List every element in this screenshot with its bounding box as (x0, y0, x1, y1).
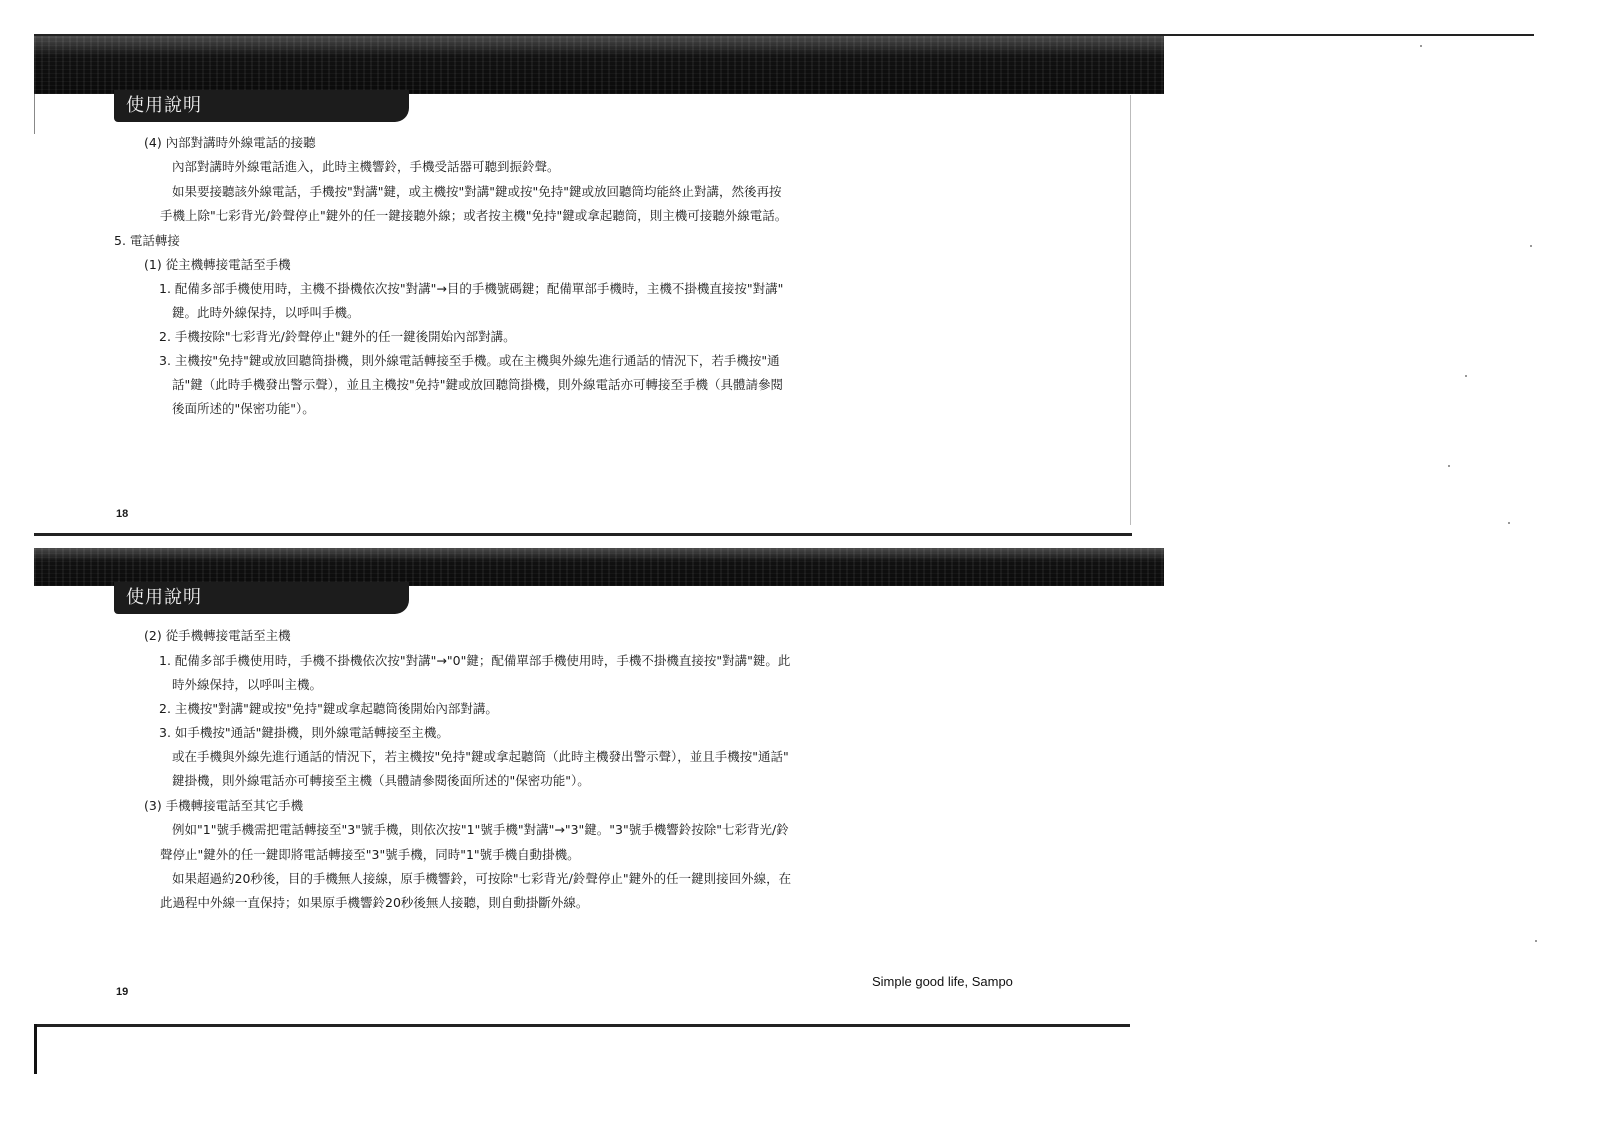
right-rule (1130, 95, 1131, 525)
bottom-left-rule (34, 1024, 37, 1074)
list-item-line: 3. 如手機按"通話"鍵掛機，則外線電話轉接至主機。 (159, 725, 449, 740)
list-item-line: 3. 主機按"免持"鍵或放回聽筒掛機，則外線電話轉接至手機。或在主機與外線先進行通話的情況下，若手機按"通 (159, 353, 780, 368)
scan-speck (1535, 940, 1537, 942)
header-band (34, 36, 1164, 94)
brand-tagline: Simple good life, Sampo (872, 974, 1013, 989)
subsection-heading: (4) 內部對講時外線電話的接聽 (144, 135, 316, 150)
paragraph-line: 如果超過約20秒後，目的手機無人接線，原手機響鈴，可按除"七彩背光/鈴聲停止"鍵外的任一鍵則接回外線，在 (172, 871, 792, 886)
subsection-heading: (1) 從主機轉接電話至手機 (144, 257, 291, 272)
list-item-line: 話"鍵（此時手機發出警示聲），並且主機按"免持"鍵或放回聽筒掛機，則外線電話亦可轉接至手機（具體請參閱 (172, 377, 784, 392)
paragraph-line: 手機上除"七彩背光/鈴聲停止"鍵外的任一鍵接聽外線；或者按主機"免持"鍵或拿起聽筒，則主機可接聽外線電話。 (160, 208, 788, 223)
list-item-line: 1. 配備多部手機使用時，手機不掛機依次按"對講"→"0"鍵；配備單部手機使用時，手機不掛機直接按"對講"鍵。此 (159, 653, 791, 668)
list-item-line: 2. 手機按除"七彩背光/鈴聲停止"鍵外的任一鍵後開始內部對講。 (159, 329, 516, 344)
list-item-line: 時外線保持，以呼叫主機。 (172, 677, 323, 692)
section-tab: 使用說明 (114, 582, 409, 614)
paragraph-line: 內部對講時外線電話進入，此時主機響鈴，手機受話器可聽到振鈴聲。 (172, 159, 560, 174)
paragraph-line: 例如"1"號手機需把電話轉接至"3"號手機，則依次按"1"號手機"對講"→"3"鍵。"3"號手機響鈴按除"七彩背光/鈴 (172, 822, 789, 837)
subsection-heading: (2) 從手機轉接電話至主機 (144, 628, 291, 643)
scan-speck (1530, 245, 1532, 247)
section-tab: 使用說明 (114, 90, 409, 122)
scan-speck (1420, 45, 1422, 47)
paragraph-line: 如果要接聽該外線電話，手機按"對講"鍵，或主機按"對講"鍵或按"免持"鍵或放回聽筒均能終止對講，然後再按 (172, 184, 782, 199)
scan-speck (1448, 465, 1450, 467)
subsection-heading: (3) 手機轉接電話至其它手機 (144, 798, 304, 813)
header-band (34, 548, 1164, 586)
scan-speck (1508, 522, 1510, 524)
list-item-line: 後面所述的"保密功能"）。 (172, 401, 315, 416)
left-rule (34, 94, 35, 134)
section-heading: 5. 電話轉接 (114, 233, 180, 248)
paragraph-line: 鍵掛機，則外線電話亦可轉接至主機（具體請參閱後面所述的"保密功能"）。 (172, 773, 590, 788)
list-item-line: 2. 主機按"對講"鍵或按"免持"鍵或拿起聽筒後開始內部對講。 (159, 701, 498, 716)
paragraph-line: 聲停止"鍵外的任一鍵即將電話轉接至"3"號手機，同時"1"號手機自動掛機。 (160, 847, 580, 862)
bottom-rule (34, 1024, 1130, 1027)
page-number: 18 (116, 508, 129, 520)
page-number: 19 (116, 986, 129, 998)
scan-speck (1465, 375, 1467, 377)
list-item-line: 1. 配備多部手機使用時，主機不掛機依次按"對講"→目的手機號碼鍵；配備單部手機時，主機不掛機直接按"對講" (159, 281, 784, 296)
paragraph-line: 此過程中外線一直保持；如果原手機響鈴20秒後無人接聽，則自動掛斷外線。 (160, 895, 589, 910)
page-separator (34, 533, 1132, 536)
list-item-line: 鍵。此時外線保持，以呼叫手機。 (172, 305, 360, 320)
manual-page-18 (34, 36, 1164, 536)
paragraph-line: 或在手機與外線先進行通話的情況下，若主機按"免持"鍵或拿起聽筒（此時主機發出警示聲），並且手機按"通話" (172, 749, 789, 764)
manual-page-19 (34, 548, 1164, 1048)
